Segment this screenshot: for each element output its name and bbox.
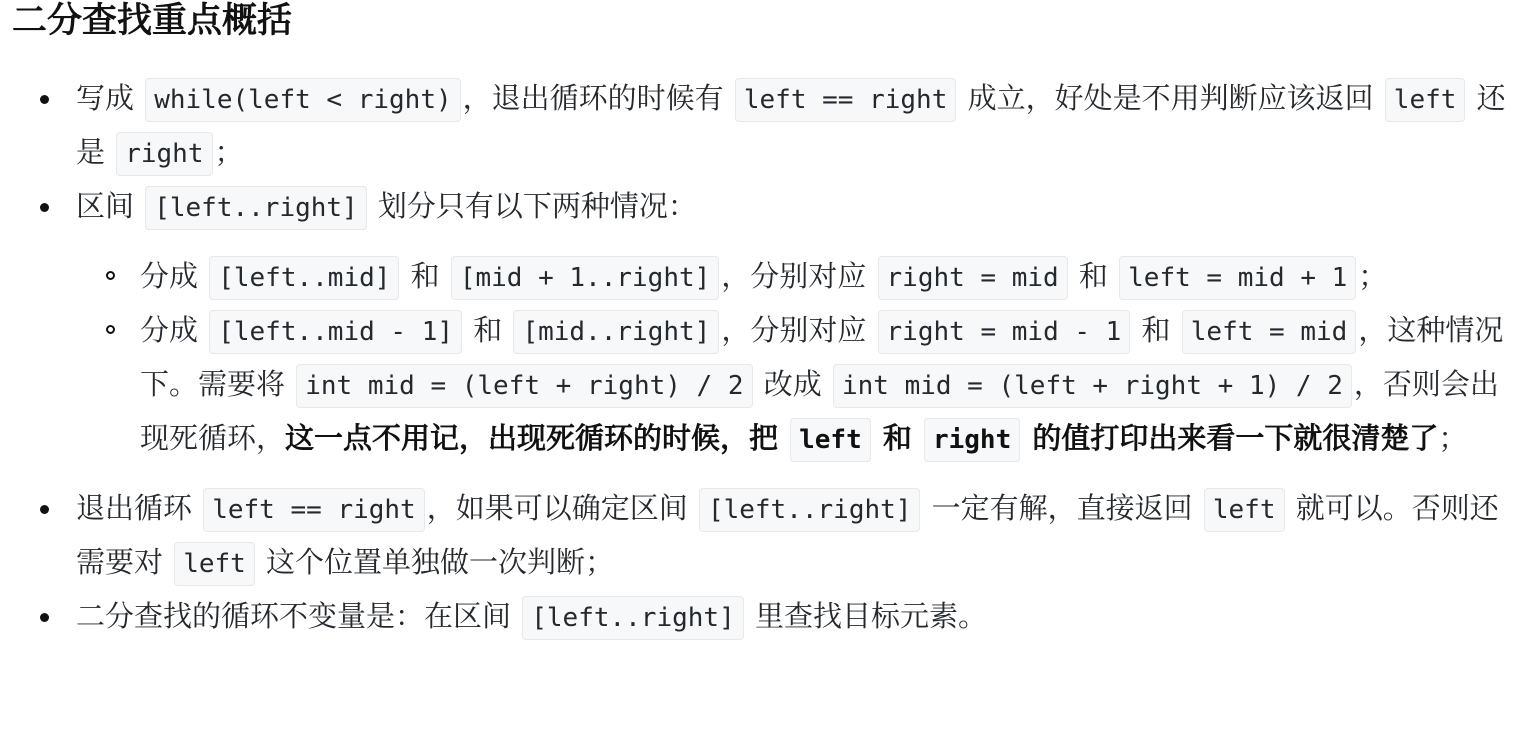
- inline-code: [left..right]: [699, 488, 921, 532]
- sub-list: [76, 250, 1522, 466]
- text: 区间: [76, 189, 144, 223]
- text: 改成: [754, 367, 831, 401]
- text: ，这种情况下。需要将: [140, 313, 1504, 401]
- text: ，退出循环的时候有: [462, 81, 733, 115]
- text: 还是: [76, 81, 1506, 169]
- inline-code-bold: right: [924, 418, 1020, 462]
- text: ；: [1358, 259, 1388, 293]
- bold-note: [285, 421, 1438, 455]
- text: 写成: [76, 81, 144, 115]
- text: 这个位置单独做一次判断；: [256, 545, 615, 579]
- bullet-disc: [40, 95, 49, 104]
- text: ，分别对应: [721, 313, 876, 347]
- text: 退出循环: [76, 491, 202, 525]
- sub-item-case-1: [12, 250, 1522, 304]
- text: ，否则会出现死循环，: [140, 367, 1499, 455]
- text: 分成: [140, 259, 208, 293]
- text: 分成: [140, 313, 208, 347]
- text: 和: [464, 313, 512, 347]
- inline-code: left = mid + 1: [1119, 256, 1356, 300]
- sub-item-case-2: [12, 304, 1522, 466]
- inline-code: left = mid: [1182, 310, 1357, 354]
- text: 和: [1132, 313, 1180, 347]
- text: 一定有解，直接返回: [922, 491, 1202, 525]
- text: 二分查找的循环不变量是：在区间: [76, 599, 521, 633]
- text: 里查找目标元素。: [745, 599, 987, 633]
- inline-code: [left..right]: [145, 186, 367, 230]
- page-title: 二分查找重点概括: [12, 1, 293, 41]
- text: 和: [401, 259, 449, 293]
- inline-code: [mid + 1..right]: [451, 256, 719, 300]
- bold-text: 和: [872, 421, 922, 455]
- bullet-circle: [106, 325, 115, 334]
- bullet-disc: [40, 203, 49, 212]
- list-item-interval-split: [12, 180, 1522, 466]
- inline-code: right = mid: [878, 256, 1068, 300]
- inline-code: left: [174, 542, 255, 586]
- inline-code: left == right: [203, 488, 425, 532]
- text: ，如果可以确定区间: [426, 491, 697, 525]
- inline-code: [left..right]: [522, 596, 744, 640]
- text: 划分只有以下两种情况：: [368, 189, 697, 223]
- summary-list: [12, 72, 1522, 644]
- list-item-exit-loop: [12, 482, 1522, 590]
- text: ，分别对应: [721, 259, 876, 293]
- inline-code: left: [1204, 488, 1285, 532]
- bold-text: 的值打印出来看一下就很清楚了: [1022, 421, 1439, 455]
- list-item-while-condition: [12, 72, 1522, 180]
- inline-code: [left..mid]: [209, 256, 399, 300]
- inline-code: int mid = (left + right) / 2: [296, 364, 752, 408]
- bullet-disc: [40, 505, 49, 514]
- list-item-loop-invariant: [12, 590, 1522, 644]
- text: ；: [214, 135, 244, 169]
- text: 成立，好处是不用判断应该返回: [958, 81, 1383, 115]
- inline-code: left: [1385, 78, 1466, 122]
- text: 和: [1069, 259, 1118, 293]
- inline-code: right: [116, 132, 212, 176]
- inline-code: while(left < right): [145, 78, 460, 122]
- text: ；: [1438, 421, 1468, 455]
- inline-code-bold: left: [790, 418, 871, 462]
- inline-code: [left..mid - 1]: [209, 310, 462, 354]
- bullet-circle: [106, 271, 115, 280]
- inline-code: right = mid - 1: [878, 310, 1131, 354]
- bullet-disc: [40, 613, 49, 622]
- text: 就可以。否则还需要对: [76, 491, 1499, 579]
- inline-code: left == right: [735, 78, 957, 122]
- bold-text: 这一点不用记，出现死循环的时候，把: [285, 421, 789, 455]
- inline-code: int mid = (left + right + 1) / 2: [833, 364, 1352, 408]
- inline-code: [mid..right]: [513, 310, 719, 354]
